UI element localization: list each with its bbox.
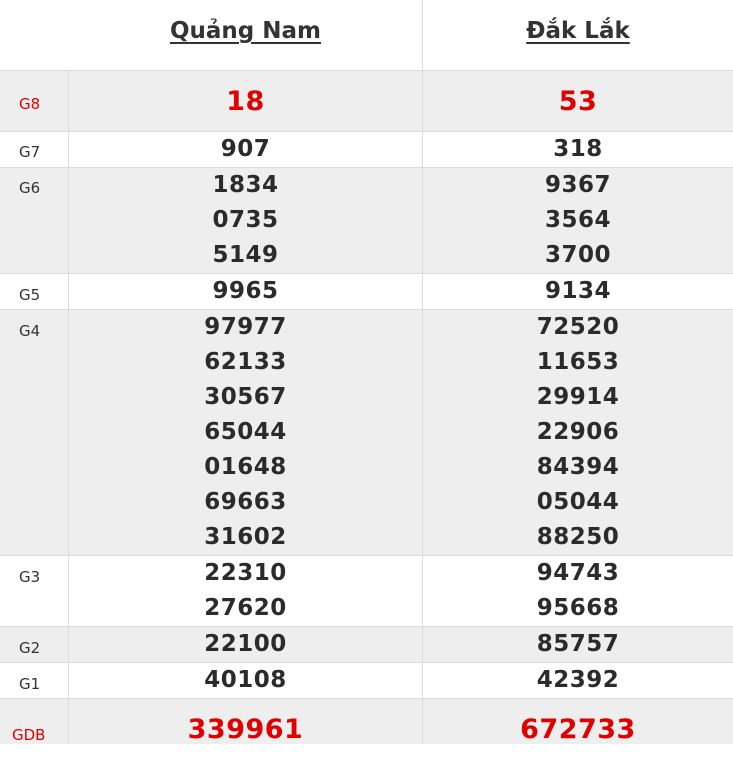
prize-number: 84394 [536,454,620,480]
prize-g8-quang-nam [69,71,423,131]
prize-g7-quang-nam [69,132,423,167]
prize-number: 69663 [204,489,287,515]
prize-row-g6 [0,168,733,274]
prize-number: 907 [220,136,271,162]
prize-g8-dak-lak [423,71,733,131]
prize-number: 0735 [212,207,279,233]
prize-number: 88250 [536,524,620,550]
prize-number: 22100 [204,631,287,657]
prize-g6-quang-nam [69,168,423,273]
prize-row-g3 [0,556,733,627]
prize-number: 01648 [204,454,287,480]
prize-row-g7 [0,132,733,168]
prize-row-g4 [0,310,733,556]
prize-label-gdb: GDB [0,699,69,744]
prize-g2-dak-lak [423,627,733,662]
prize-number: 339961 [187,714,304,745]
prize-number: 318 [553,136,603,162]
prize-number: 9134 [544,278,611,304]
prize-number: 72520 [536,314,620,340]
prize-label-g7: G7 [0,132,69,167]
prize-row-gdb [0,699,733,744]
prize-row-g8 [0,71,733,132]
prize-number: 85757 [536,631,620,657]
prize-label-g6: G6 [0,168,69,273]
prize-label-g5: G5 [0,274,69,309]
prize-number: 29914 [536,384,620,410]
prize-number: 9367 [544,172,611,198]
prize-row-g1 [0,663,733,699]
prize-number: 30567 [204,384,287,410]
province-header-quang-nam[interactable]: Quảng Nam [69,0,423,70]
prize-g2-quang-nam [69,627,423,662]
prize-gdb-quang-nam [69,699,423,744]
prize-number: 97977 [204,314,287,340]
prize-label-g1: G1 [0,663,69,698]
prize-g3-quang-nam [69,556,423,626]
prize-number: 65044 [204,419,287,445]
prize-g1-quang-nam [69,663,423,698]
prize-gdb-dak-lak [423,699,733,744]
prize-g4-dak-lak [423,310,733,555]
prize-number: 40108 [204,667,287,693]
prize-row-g2 [0,627,733,663]
prize-label-g2: G2 [0,627,69,662]
prize-g1-dak-lak [423,663,733,698]
prize-label-g4: G4 [0,310,69,555]
prize-g5-quang-nam [69,274,423,309]
table-header [0,0,733,71]
prize-g7-dak-lak [423,132,733,167]
prize-number: 22310 [204,560,287,586]
prize-number: 3700 [544,242,611,268]
prize-g6-dak-lak [423,168,733,273]
prize-g3-dak-lak [423,556,733,626]
prize-number: 31602 [204,524,287,550]
prize-number: 3564 [544,207,611,233]
prize-number: 672733 [520,714,636,745]
prize-number: 94743 [536,560,620,586]
province-header-dak-lak[interactable]: Đắk Lắk [526,18,630,44]
prize-number: 18 [226,86,265,117]
prize-number: 53 [558,86,598,117]
prize-number: 95668 [536,595,620,621]
prize-number: 27620 [204,595,287,621]
prize-number: 22906 [536,419,620,445]
prize-number: 62133 [204,349,287,375]
prize-number: 5149 [212,242,279,268]
prize-number: 42392 [536,667,620,693]
prize-number: 9965 [212,278,279,304]
prize-number: 11653 [536,349,620,375]
prize-row-g5 [0,274,733,310]
prize-g5-dak-lak [423,274,733,309]
prize-number: 05044 [536,489,620,515]
prize-label-g8: G8 [0,71,69,131]
prize-label-g3: G3 [0,556,69,626]
prize-number: 1834 [212,172,279,198]
prize-g4-quang-nam [69,310,423,555]
